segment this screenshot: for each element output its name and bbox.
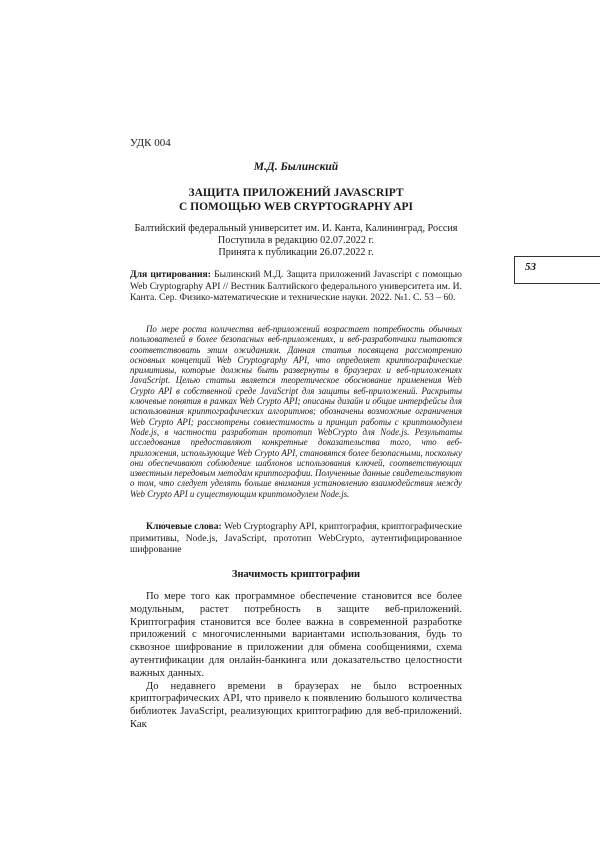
paragraph-1: По мере того как программное обеспечение становится все более модульным, растет потребность в защите веб-приложений. Криптография становится все более важна в современной разработке приложений с многочисленными вариантами использования, будь то сквозное шифрование в приложении для обмена сообщениями, схема аутентификации для онлайн-банкинга или доказательство целостности важных данных. [130, 591, 462, 679]
section-heading: Значимость криптографии [231, 569, 361, 580]
page-number: 53 [525, 261, 536, 273]
keywords-block [130, 521, 462, 556]
accepted-date: Принята к публикации 26.07.2022 г. [218, 247, 374, 258]
title-line-2: С ПОМОЩЬЮ WEB CRYPTOGRAPHY API [178, 201, 414, 213]
title-line-1: ЗАЩИТА ПРИЛОЖЕНИЙ JAVASCRIPT [188, 187, 404, 199]
paragraph-2: До недавнего времени в браузерах не было встроенных криптографических API, что привело к появлению большого количества библиотек JavaScript, реализующих криптографию для веб-приложений. Как [130, 680, 462, 730]
keywords-label: Ключевые слова: [146, 521, 222, 532]
article-title [130, 186, 462, 214]
abstract: По мере роста количества веб-приложений возрастает потребность обычных пользователей в более безопасных веб-приложениях, и веб-разработчики пытаются соответствовать этим ожиданиям. Данная статья посвящена рассмотрению основных концепций Web Cryptography API, что определяет криптографические примитивы, которые должны быть развернуты в браузерах и веб-приложениях JavaScript. Целью статьи является теоретическое обоснование применения Web Crypto API в собственной среде JavaScript для защиты веб-приложений. Раскрыты ключевые понятия в рамках Web Crypto API; описаны дизайн и общие интерфейсы для использования криптографических алгоритмов; обозначены возможные ограничения Web Crypto API; рассмотрены совместимость и принцип работы с криптомодулем Node.js, в частности разработан прототип WebCrypto для Node.js. Результаты исследования предоставляют конкретные доказательства того, что веб-приложения, использующие Web Crypto API, становятся более безопасными, поскольку они обеспечивают соблюдение шаблонов использования ключей, соответствующих известным передовым методам криптографии. Полученные данные свидетельствуют о том, что следует уделять больше внимания установлению взаимодействия между Web Crypto API и существующим криптомодулем Node.js. [130, 324, 462, 499]
keywords-text: Web Cryptography API, криптография, криптографические примитивы, Node.js, JavaScript, прототип WebCrypto, аутентифицированное шифрование [130, 521, 462, 555]
udc-code: УДК 004 [130, 137, 171, 149]
author-name: М.Д. Былинский [253, 161, 339, 173]
received-date: Поступила в редакцию 02.07.2022 г. [217, 235, 375, 246]
citation-block [130, 269, 462, 304]
page-number-box [514, 256, 600, 284]
body-text [130, 591, 462, 732]
affiliation: Балтийский федеральный университет им. И. Канта, Калининград, Россия [134, 223, 458, 234]
citation-text: Былинский М.Д. Защита приложений Javascript с помощью Web Cryptography API // Вестник Балтийского федерального университета им. И. Канта. Сер. Физико-математические и технические науки. 2022. №1. С. 53 – 60. [130, 269, 462, 303]
affiliation-block [130, 223, 462, 259]
citation-label: Для цитирования: [130, 269, 211, 280]
